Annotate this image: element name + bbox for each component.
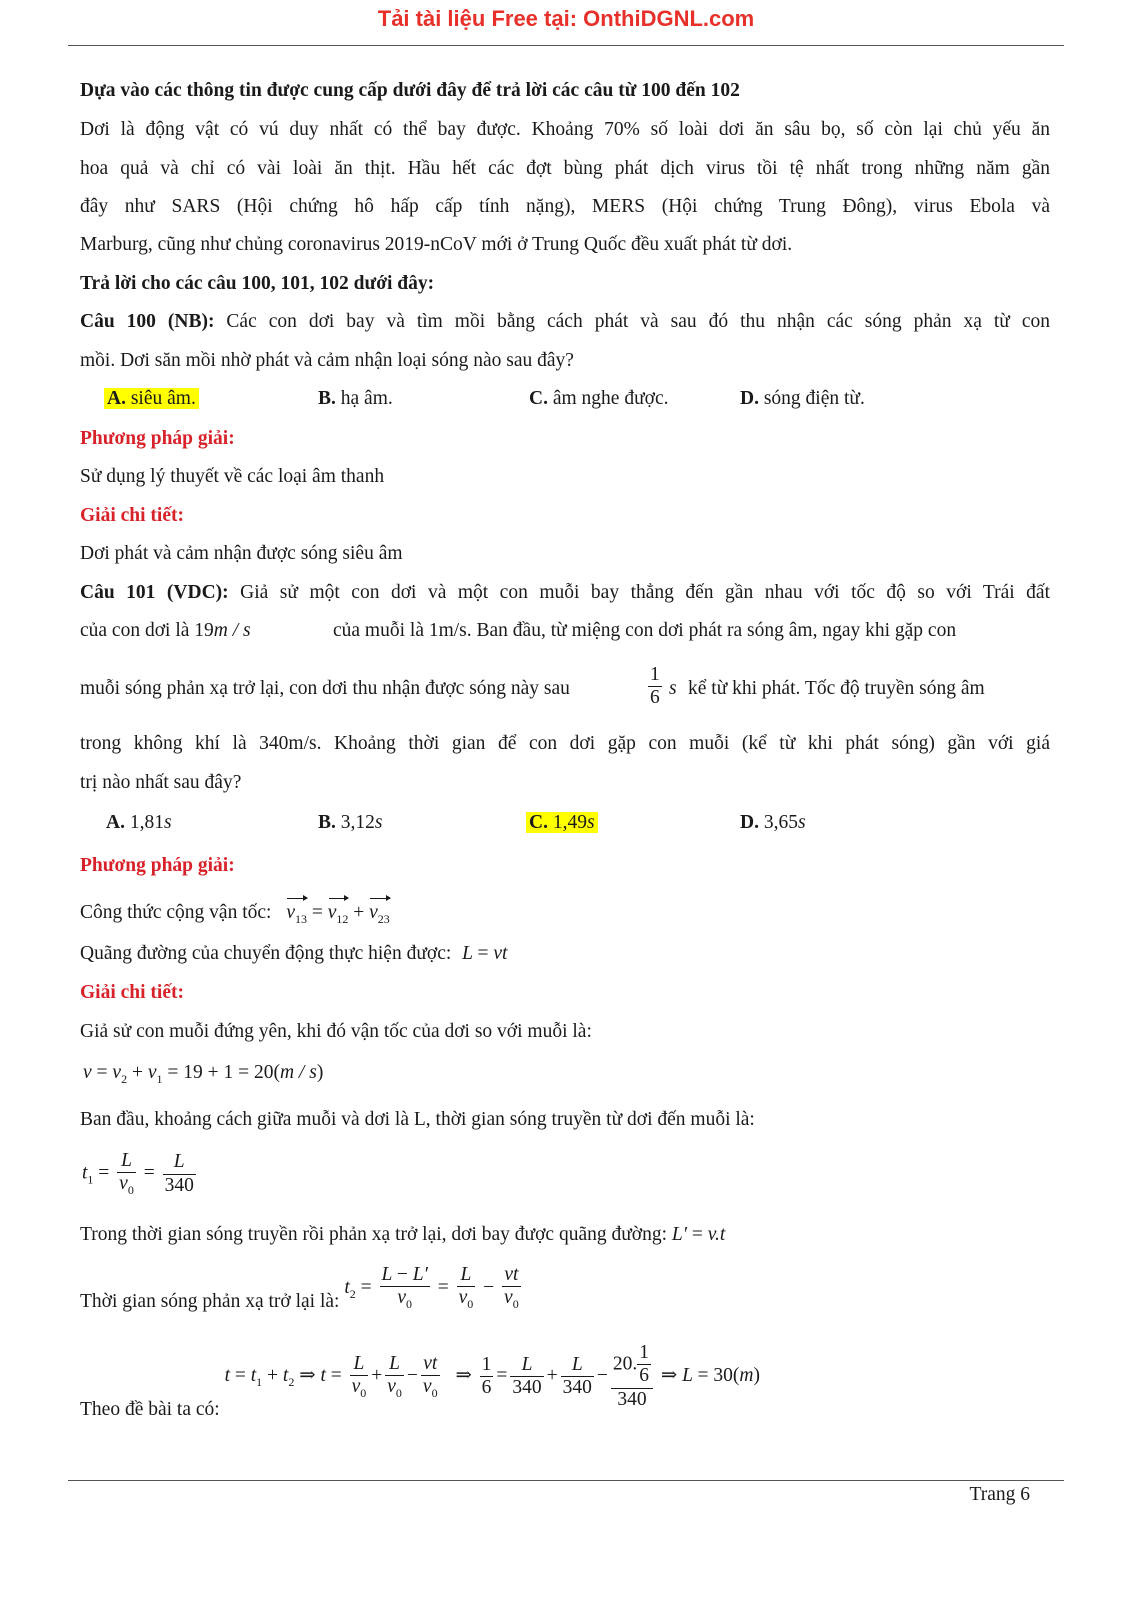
detail-heading: Giải chi tiết: (80, 982, 184, 1003)
option-key: B. (318, 812, 336, 833)
option-key: D. (740, 812, 759, 833)
bat-speed-unit: m / s (213, 620, 251, 641)
formula-line (80, 943, 507, 965)
t2-equation: $t_2$ = $\frac{L - L'}{v_0}$ = $\frac{L}{v_0}$ − $\frac{vt}{v_0}$ (344, 1264, 519, 1312)
final-equation: $t = t_1 + t_2$ ⇒ t = $\frac{L}{v_0}$ + $\frac{L}{v_0}$ − $\frac{vt}{v_0}$ ⇒ $\frac{1}{6}$ = $\frac{L}{340}$ + $\frac{L}{340}$ − 20. $\frac{1}{6}$ 340 ⇒ L = 30(m) (224, 1342, 760, 1410)
fraction (648, 664, 662, 710)
q101-option-c[interactable] (526, 812, 598, 834)
q101-stem-line (80, 664, 1050, 720)
formula-label: Công thức cộng vận tốc: (80, 902, 272, 923)
intro-line: hoa quả và chỉ có vài loài ăn thịt. Hầu hết các đợt bùng phát dịch virus tồi tệ nhất trong những năm gần (80, 158, 1050, 179)
answer-highlight (104, 388, 199, 409)
q101-stem-line (80, 582, 1050, 604)
fraction: 20. $\frac{1}{6}$ 340 (611, 1342, 653, 1411)
method-text: Sử dụng lý thuyết về các loại âm thanh (80, 466, 385, 487)
answer-highlight (526, 812, 598, 833)
option-key: A. (107, 388, 126, 409)
option-value: 1,81 (129, 812, 164, 833)
detail-text (80, 1224, 725, 1246)
option-text: siêu âm. (125, 388, 196, 409)
distance-formula: L = vt (462, 943, 508, 964)
detail-text: Ban đầu, khoảng cách giữa muỗi và dơi là L, thời gian sóng truyền từ dơi đến muỗi là: (80, 1109, 755, 1130)
option-key: B. (318, 388, 336, 409)
detail-text: Dơi phát và cảm nhận được sóng siêu âm (80, 543, 403, 564)
intro-line: đây như SARS (Hội chứng hô hấp cấp tính nặng), MERS (Hội chứng Trung Đông), virus Ebola và (80, 196, 1050, 217)
unit-seconds: s (669, 678, 677, 699)
option-value: 1,49 (552, 812, 587, 833)
q101-label: Câu 101 (VDC): (80, 582, 229, 603)
t1-equation: $t_1$ = $\frac{L}{v_0}$ = $\frac{L}{340}$ (82, 1150, 194, 1198)
intro-heading: Dựa vào các thông tin được cung cấp dưới đây để trả lời các câu từ 100 đến 102 (80, 80, 740, 101)
q100-label: Câu 100 (NB): (80, 311, 215, 332)
fraction: $\frac{L}{v_0}$ (351, 1352, 367, 1400)
q101-stem-line: trị nào nhất sau đây? (80, 772, 242, 793)
q101-option-d[interactable] (740, 812, 806, 834)
distance-equation: L′ = v.t (671, 1224, 726, 1245)
option-value: 3,12 (340, 812, 375, 833)
page-number: Trang 6 (969, 1484, 1030, 1505)
option-text: sóng điện từ. (758, 388, 865, 409)
fraction: $\frac{1}{6}$ (481, 1353, 492, 1399)
fraction: $\frac{vt}{v_0}$ (422, 1352, 438, 1400)
fraction: $\frac{L}{340}$ (164, 1151, 194, 1196)
unit-seconds: s (163, 812, 172, 833)
t2-line (80, 1264, 524, 1324)
final-line (80, 1342, 760, 1432)
answer-heading: Trả lời cho các câu 100, 101, 102 dưới đây: (80, 273, 435, 294)
q100-option-b[interactable] (318, 388, 393, 410)
q100-stem-line: mồi. Dơi săn mồi nhờ phát và cảm nhận loại sóng nào sau đây? (80, 350, 574, 371)
fraction: $\frac{L}{v_0}$ (387, 1352, 402, 1400)
unit-seconds: s (374, 812, 383, 833)
unit-seconds: s (586, 812, 595, 833)
velocity-addition-formula: $v_{13} = v_{12} + v_{23}$ (286, 902, 389, 923)
q101-stem-line: trong không khí là 340m/s. Khoảng thời gian để con dơi gặp con muỗi (kể từ khi phát sóng) gần với giá (80, 733, 1050, 754)
q100-option-c[interactable] (529, 388, 668, 410)
q100-option-a[interactable] (104, 388, 199, 410)
q100-stem-line (80, 311, 1050, 333)
method-heading: Phương pháp giải: (80, 428, 235, 449)
intro-line: Dơi là động vật có vú duy nhất có thể bay được. Khoảng 70% số loài dơi ăn sâu bọ, số còn lại chủ yếu ăn (80, 119, 1050, 140)
detail-text-label: Thời gian sóng phản xạ trở lại là: (80, 1290, 340, 1312)
bat-speed-value: 19 (194, 620, 214, 641)
relative-velocity-equation: $v = v_2 + v_1 = 19 + 1 = 20(m / s)$ (83, 1062, 324, 1086)
method-heading: Phương pháp giải: (80, 855, 235, 876)
fraction: $\frac{L}{v_0}$ (119, 1150, 134, 1198)
formula-label: Quãng đường của chuyển động thực hiện được: (80, 943, 452, 964)
fraction: $\frac{L}{340}$ (562, 1353, 592, 1399)
option-key: A. (106, 812, 125, 833)
q101-text: kể từ khi phát. Tốc độ truyền sóng âm (688, 678, 985, 699)
footer-divider (68, 1480, 1064, 1481)
q101-text: Giả sử một con dơi và một con muỗi bay thẳng đến gần nhau với tốc độ so với Trái đất (228, 582, 1050, 603)
option-key: C. (529, 388, 548, 409)
formula-line (80, 896, 390, 927)
detail-text: Giả sử con muỗi đứng yên, khi đó vận tốc của dơi so với muỗi là: (80, 1021, 592, 1042)
detail-text-label: Theo đề bài ta có: (80, 1399, 220, 1421)
option-key: D. (740, 388, 759, 409)
q101-text: muỗi sóng phản xạ trở lại, con dơi thu nhận được sóng này sau (80, 678, 570, 699)
q101-option-a[interactable] (106, 812, 172, 834)
q101-stem-line (80, 620, 1050, 642)
detail-text-label: Trong thời gian sóng truyền rồi phản xạ trở lại, dơi bay được quãng đường: (80, 1224, 668, 1245)
detail-heading: Giải chi tiết: (80, 505, 184, 526)
q100-option-d[interactable] (740, 388, 865, 410)
option-value: 3,65 (763, 812, 798, 833)
option-text: hạ âm. (335, 388, 393, 409)
fraction: $\frac{L}{v_0}$ (458, 1264, 474, 1312)
q101-text: của con dơi là (80, 620, 195, 641)
q101-text: của muỗi là 1m/s. Ban đầu, từ miệng con dơi phát ra sóng âm, ngay khi gặp con (333, 620, 957, 641)
fraction-denominator: 6 (650, 687, 660, 709)
q101-option-b[interactable] (318, 812, 382, 834)
unit-seconds: s (797, 812, 806, 833)
header-divider (68, 45, 1064, 46)
q100-text: Các con dơi bay và tìm mồi bằng cách phát và sau đó thu nhận các sóng phản xạ từ con (214, 311, 1050, 332)
download-banner[interactable]: Tải tài liệu Free tại: OnthiDGNL.com (377, 6, 755, 31)
fraction: $\frac{L}{340}$ (512, 1353, 542, 1399)
intro-line: Marburg, cũng như chủng coronavirus 2019-nCoV mới ở Trung Quốc đều xuất phát từ dơi. (80, 234, 793, 255)
fraction: $\frac{vt}{v_0}$ (504, 1264, 519, 1312)
fraction-numerator: 1 (648, 664, 662, 687)
fraction: $\frac{L - L'}{v_0}$ (381, 1264, 428, 1312)
option-text: âm nghe được. (547, 388, 669, 409)
option-key: C. (529, 812, 548, 833)
